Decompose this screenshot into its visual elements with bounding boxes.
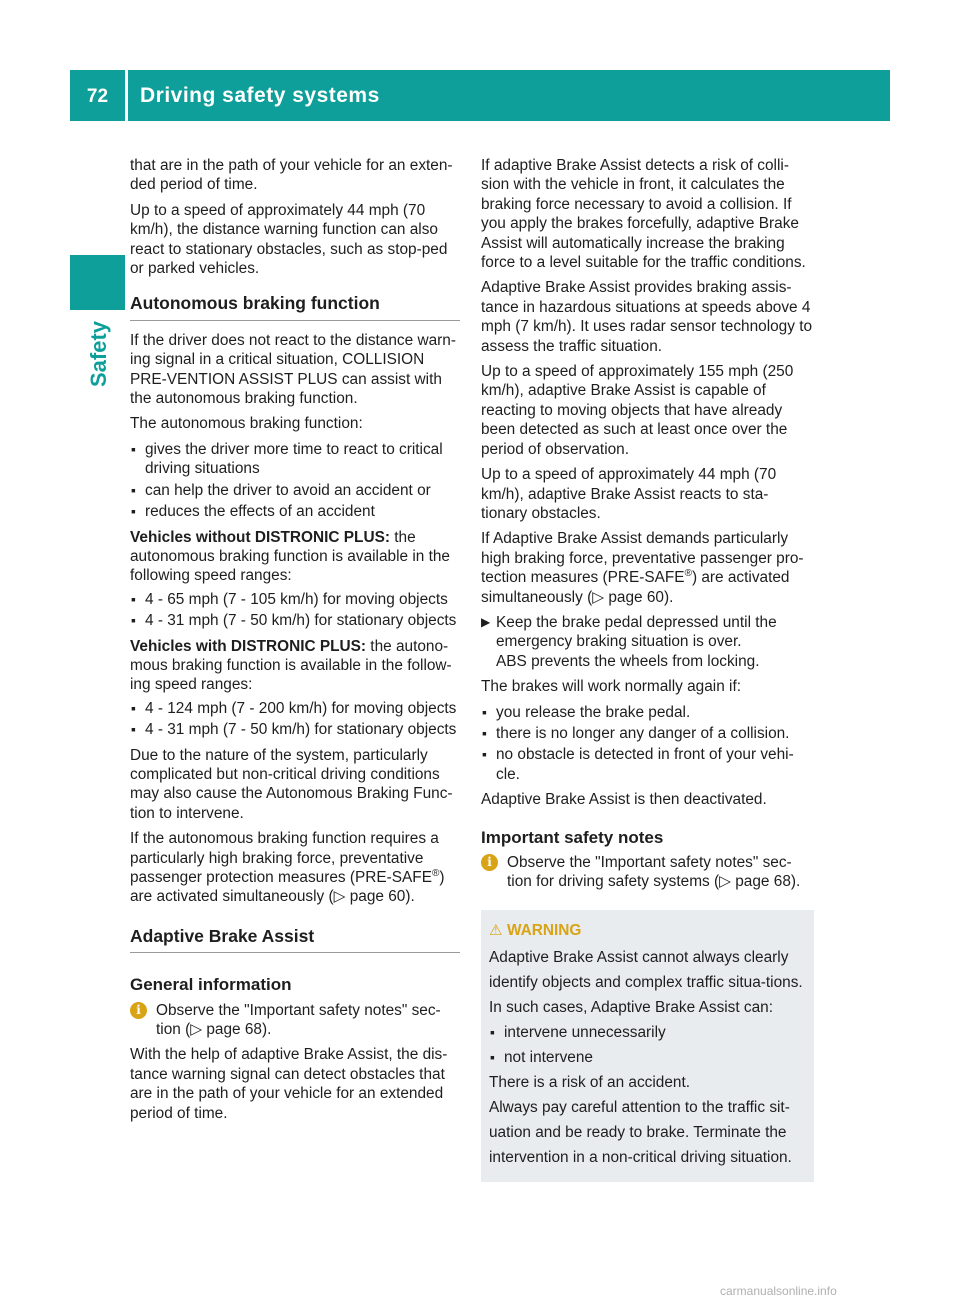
- with-distronic-text: the autono-mous braking function is available in the follow-ing speed ranges:: [130, 637, 452, 694]
- page-number: 72: [86, 86, 109, 107]
- step-arrow-icon: ▶: [481, 614, 491, 629]
- without-distronic-paragraph: [130, 528, 460, 586]
- warning-paragraph: There is a risk of an accident.: [489, 1073, 691, 1091]
- brakes-normal-list: [481, 703, 814, 785]
- list-item: ▪ not intervene: [489, 1045, 806, 1070]
- page-reference-link[interactable]: page 60).: [604, 588, 674, 606]
- list-item: ▪ can help the driver to avoid an accident or: [130, 481, 460, 500]
- pre-safe-text-cont: ) are activated simultaneously (: [130, 869, 445, 906]
- brakes-normal-paragraph: The brakes will work normally again if:: [481, 678, 742, 696]
- with-distronic-list: [130, 699, 460, 740]
- warning-paragraph: Always pay careful attention to the traffic sit-uation and be ready to brake. Terminate the intervention in a non-critical driving situation.: [489, 1098, 792, 1166]
- pre-safe-text: If Adaptive Brake Assist demands particularly high braking force, preventative passenger pro-tection measures (PRE-SAFE: [481, 530, 804, 587]
- list-item: ▪ gives the driver more time to react to critical driving situations: [130, 440, 460, 479]
- adaptive-brake-assist-heading: Adaptive Brake Assist: [130, 927, 460, 953]
- without-distronic-list: [130, 590, 460, 631]
- page-ref-arrow-icon: ▷: [333, 888, 346, 906]
- page-reference-link[interactable]: page 68).: [730, 873, 801, 891]
- pre-safe-text: If the autonomous braking function requires a particularly high braking force, preventative passenger protection measures (PRE-SAFE: [130, 830, 439, 886]
- page-header: [70, 70, 890, 121]
- intro-paragraph: that are in the path of your vehicle for an exten-ded period of time.: [130, 157, 453, 194]
- info-text: Observe the "Important safety notes" sec-tion for driving safety systems (: [507, 854, 792, 891]
- section-tab: Safety: [86, 320, 111, 387]
- list-item: ▪ 4 - 124 mph (7 - 200 km/h) for moving objects: [130, 699, 460, 718]
- registered-mark: ®: [431, 867, 440, 879]
- important-safety-notes-heading: Important safety notes: [481, 827, 664, 847]
- list-item: ▪ no obstacle is detected in front of your vehi-cle.: [481, 745, 814, 784]
- info-icon: i: [481, 854, 498, 871]
- warning-box: [481, 910, 814, 1182]
- warning-triangle-icon: ⚠: [489, 921, 503, 939]
- list-item: ▪ 4 - 31 mph (7 - 50 km/h) for stationary objects: [130, 611, 460, 630]
- info-note: [130, 1001, 460, 1040]
- list-item: ▪ 4 - 65 mph (7 - 105 km/h) for moving objects: [130, 590, 460, 609]
- pre-safe-paragraph: [130, 829, 460, 907]
- general-information-paragraph: With the help of adaptive Brake Assist, the dis-tance warning signal can detect obstacles that are in the path of your vehicle for an extended period of time.: [130, 1046, 448, 1122]
- list-item: ▪ reduces the effects of an accident: [130, 502, 460, 521]
- chapter-title: Driving safety systems: [140, 84, 380, 107]
- warning-title: [489, 918, 806, 943]
- info-note: [481, 853, 814, 892]
- header-divider: [125, 70, 128, 121]
- pre-safe-text-cont: ) are activated simultaneously (: [481, 569, 790, 606]
- page-ref-arrow-icon: ▷: [190, 1021, 203, 1039]
- with-distronic-label: Vehicles with DISTRONIC PLUS:: [130, 637, 367, 655]
- autonomous-braking-paragraph: If the driver does not react to the distance warn-ing signal in a critical situation, COLLISION PRE-VENTION ASSIST PLUS can assist with the autonomous braking function.: [130, 331, 456, 408]
- pre-safe-paragraph: [481, 529, 814, 607]
- autonomous-braking-intro: The autonomous braking function:: [130, 415, 363, 433]
- footer-watermark: carmanualsonline.info: [720, 1284, 837, 1298]
- warning-label: WARNING: [507, 921, 582, 939]
- list-item: ▪ you release the brake pedal.: [481, 703, 814, 722]
- collision-risk-paragraph: If adaptive Brake Assist detects a risk of colli-sion with the vehicle in front, it calculates the braking force necessary to avoid a collision. If you apply the brakes forcefully, adaptive Brake Assist will automatically increase the braking force to a level suitable for the traffic conditions.: [481, 157, 806, 272]
- moving-objects-paragraph: Up to a speed of approximately 155 mph (250 km/h), adaptive Brake Assist is capable of reacting to moving objects that have already been detected as such at least once over the period of observation.: [481, 363, 794, 458]
- page-ref-arrow-icon: ▷: [592, 588, 605, 606]
- braking-assistance-paragraph: Adaptive Brake Assist provides braking assis-tance in hazardous situations at speeds above 4 mph (7 km/h). It uses radar sensor technology to assess the traffic situation.: [481, 279, 813, 355]
- info-text: Observe the "Important safety notes" sec-tion (: [156, 1001, 441, 1039]
- instruction-step: [481, 613, 814, 671]
- step-result: ABS prevents the wheels from locking.: [496, 652, 760, 670]
- page-reference-link[interactable]: page 60).: [345, 888, 415, 906]
- list-item: ▪ there is no longer any danger of a collision.: [481, 724, 814, 743]
- right-column: [481, 156, 814, 1182]
- warning-paragraph: Adaptive Brake Assist cannot always clearly identify objects and complex traffic situa-tions.: [489, 948, 803, 991]
- registered-mark: ®: [684, 568, 692, 579]
- distance-warning-paragraph: Up to a speed of approximately 44 mph (70 km/h), the distance warning function can also react to stationary obstacles, such as stop-ped or parked vehicles.: [130, 201, 448, 278]
- autonomous-braking-heading: Autonomous braking function: [130, 294, 460, 320]
- list-item: ▪ 4 - 31 mph (7 - 50 km/h) for stationary objects: [130, 720, 460, 739]
- page-reference-link[interactable]: page 68).: [202, 1021, 272, 1039]
- warning-list: [489, 1020, 806, 1070]
- with-distronic-paragraph: [130, 637, 460, 695]
- stationary-obstacles-paragraph: Up to a speed of approximately 44 mph (70 km/h), adaptive Brake Assist reacts to sta-tionary obstacles.: [481, 466, 777, 522]
- list-item: ▪ intervene unnecessarily: [489, 1020, 806, 1045]
- without-distronic-text: the autonomous braking function is available in the following speed ranges:: [130, 528, 450, 585]
- deactivated-paragraph: Adaptive Brake Assist is then deactivated.: [481, 791, 767, 809]
- info-icon: i: [130, 1002, 147, 1019]
- warning-paragraph: In such cases, Adaptive Brake Assist can:: [489, 998, 774, 1016]
- without-distronic-label: Vehicles without DISTRONIC PLUS:: [130, 528, 390, 546]
- general-information-heading: General information: [130, 975, 292, 995]
- system-nature-paragraph: Due to the nature of the system, particularly complicated but non-critical driving conditions may also cause the Autonomous Braking Func-tion to intervene.: [130, 746, 453, 822]
- autonomous-braking-list: [130, 440, 460, 522]
- page-ref-arrow-icon: ▷: [719, 873, 731, 891]
- step-text: Keep the brake pedal depressed until the emergency braking situation is over.: [496, 613, 777, 651]
- left-column: [130, 156, 460, 1129]
